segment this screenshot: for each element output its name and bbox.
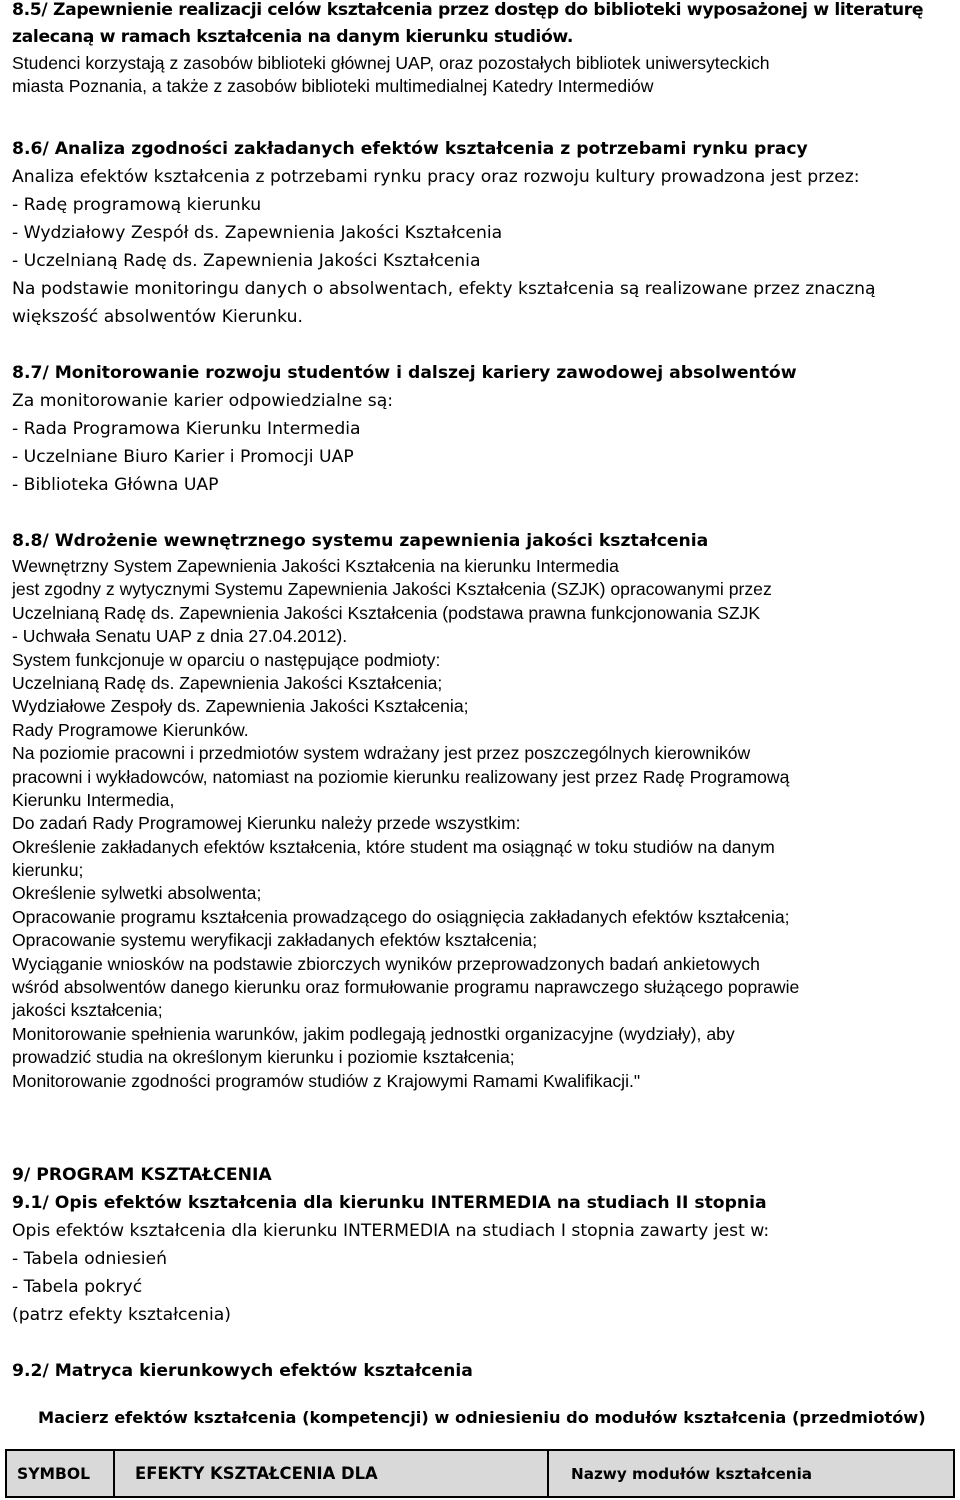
list-item: Określenie zakładanych efektów kształcenia, które student ma osiągnąć w toku studiów na danym [12, 836, 775, 857]
matrix-table-header [5, 1449, 955, 1498]
list-item: Rady Programowe Kierunków. [12, 719, 249, 740]
section-heading: 9.2/ Matryca kierunkowych efektów kształcenia [12, 1361, 473, 1381]
list-item: Monitorowanie zgodności programów studiów z Krajowymi Ramami Kwalifikacji." [12, 1070, 641, 1091]
list-item: Określenie sylwetki absolwenta; [12, 883, 262, 904]
paragraph-line: - Uchwała Senatu UAP z dnia 27.04.2012). [12, 626, 348, 647]
list-item: - Uczelniane Biuro Karier i Promocji UAP [12, 447, 354, 467]
paragraph-line: Do zadań Rady Programowej Kierunku należy przede wszystkim: [12, 813, 521, 834]
list-item: - Biblioteka Główna UAP [12, 475, 219, 495]
section-9-2 [12, 1357, 948, 1385]
list-item: Wydziałowe Zespoły ds. Zapewnienia Jakości Kształcenia; [12, 696, 469, 717]
paragraph-line: System funkcjonuje w oparciu o następujące podmioty: [12, 649, 441, 670]
paragraph-line: miasta Poznania, a także z zasobów biblioteki multimedialnej Katedry Intermediów [12, 76, 654, 97]
paragraph-line: Wewnętrzny System Zapewnienia Jakości Kształcenia na kierunku Intermedia [12, 556, 619, 576]
paragraph-line: Kierunku Intermedia, [12, 789, 175, 810]
section-8-5 [12, 0, 948, 51]
section-8-8-body [12, 555, 948, 1093]
list-item: wśród absolwentów danego kierunku oraz formułowanie programu naprawczego służącego poprawie [12, 977, 800, 998]
list-item: - Rada Programowa Kierunku Intermedia [12, 419, 361, 439]
section-8-7 [12, 359, 948, 499]
list-item: - Tabela pokryć [12, 1277, 143, 1297]
paragraph-line: Analiza efektów kształcenia z potrzebami rynku pracy oraz rozwoju kultury prowadzona jest przez: [12, 167, 860, 187]
list-item: Monitorowanie spełnienia warunków, jakim podlegają jednostki organizacyjne (wydziały), aby [12, 1023, 735, 1044]
paragraph-line: Na podstawie monitoringu danych o absolwentach, efekty kształcenia są realizowane przez znaczną [12, 279, 876, 299]
paragraph-line: Na poziomie pracowni i przedmiotów system wdrażany jest przez poszczególnych kierowników [12, 743, 751, 764]
table-header-symbol: SYMBOL [7, 1451, 113, 1496]
section-8-6 [12, 135, 948, 331]
paragraph-line: pracowni i wykładowców, natomiast na poziomie kierunku realizowany jest przez Radę Programową [12, 766, 790, 787]
section-9 [12, 1161, 948, 1329]
section-heading: 8.8/ Wdrożenie wewnętrznego systemu zapewnienia jakości kształcenia [12, 531, 709, 551]
section-heading: 8.6/ Analiza zgodności zakładanych efektów kształcenia z potrzebami rynku pracy [12, 139, 808, 159]
list-item: Wyciąganie wniosków na podstawie zbiorczych wyników przeprowadzonych badań ankietowych [12, 953, 760, 974]
list-item: kierunku; [12, 860, 84, 881]
list-item: Uczelnianą Radę ds. Zapewnienia Jakości Kształcenia; [12, 672, 443, 693]
section-heading: 8.7/ Monitorowanie rozwoju studentów i dalszej kariery zawodowej absolwentów [12, 363, 797, 383]
section-heading: 9.1/ Opis efektów kształcenia dla kierunku INTERMEDIA na studiach II stopnia [12, 1193, 767, 1213]
table-header-efekty: EFEKTY KSZTAŁCENIA DLA [113, 1451, 547, 1496]
matrix-title: Macierz efektów kształcenia (kompetencji) w odniesieniu do modułów kształcenia (przedmiotów) [38, 1408, 926, 1427]
list-item: jakości kształcenia; [12, 1000, 163, 1021]
section-8-5-body [12, 52, 948, 99]
list-item: Opracowanie programu kształcenia prowadzącego do osiągnięcia zakładanych efektów kształcenia; [12, 906, 790, 927]
paragraph-line: Studenci korzystają z zasobów biblioteki głównej UAP, oraz pozostałych bibliotek uniwersyteckich [12, 53, 770, 73]
section-8-8-heading-block [12, 527, 948, 555]
section-heading: zalecaną w ramach kształcenia na danym kierunku studiów. [12, 27, 574, 47]
list-item: - Radę programową kierunku [12, 195, 262, 215]
list-item: prowadzić studia na określonym kierunku i poziomie kształcenia; [12, 1047, 515, 1068]
paragraph-line: (patrz efekty kształcenia) [12, 1305, 231, 1325]
list-item: - Uczelnianą Radę ds. Zapewnienia Jakości Kształcenia [12, 251, 481, 271]
paragraph-line: Opis efektów kształcenia dla kierunku INTERMEDIA na studiach I stopnia zawarty jest w: [12, 1221, 770, 1241]
list-item: Opracowanie systemu weryfikacji zakładanych efektów kształcenia; [12, 930, 538, 951]
paragraph-line: jest zgodny z wytycznymi Systemu Zapewnienia Jakości Kształcenia (SZJK) opracowanymi przez [12, 579, 772, 600]
section-heading: 8.5/ Zapewnienie realizacji celów kształcenia przez dostęp do biblioteki wyposażonej w literaturę [12, 0, 924, 20]
chapter-heading: 9/ PROGRAM KSZTAŁCENIA [12, 1165, 272, 1185]
paragraph-line: Za monitorowanie karier odpowiedzialne są: [12, 391, 394, 411]
list-item: - Wydziałowy Zespół ds. Zapewnienia Jakości Kształcenia [12, 223, 503, 243]
paragraph-line: większość absolwentów Kierunku. [12, 307, 303, 327]
table-header-moduly: Nazwy modułów kształcenia [547, 1451, 953, 1496]
list-item: - Tabela odniesień [12, 1249, 167, 1269]
paragraph-line: Uczelnianą Radę ds. Zapewnienia Jakości Kształcenia (podstawa prawna funkcjonowania SZJK [12, 602, 761, 623]
